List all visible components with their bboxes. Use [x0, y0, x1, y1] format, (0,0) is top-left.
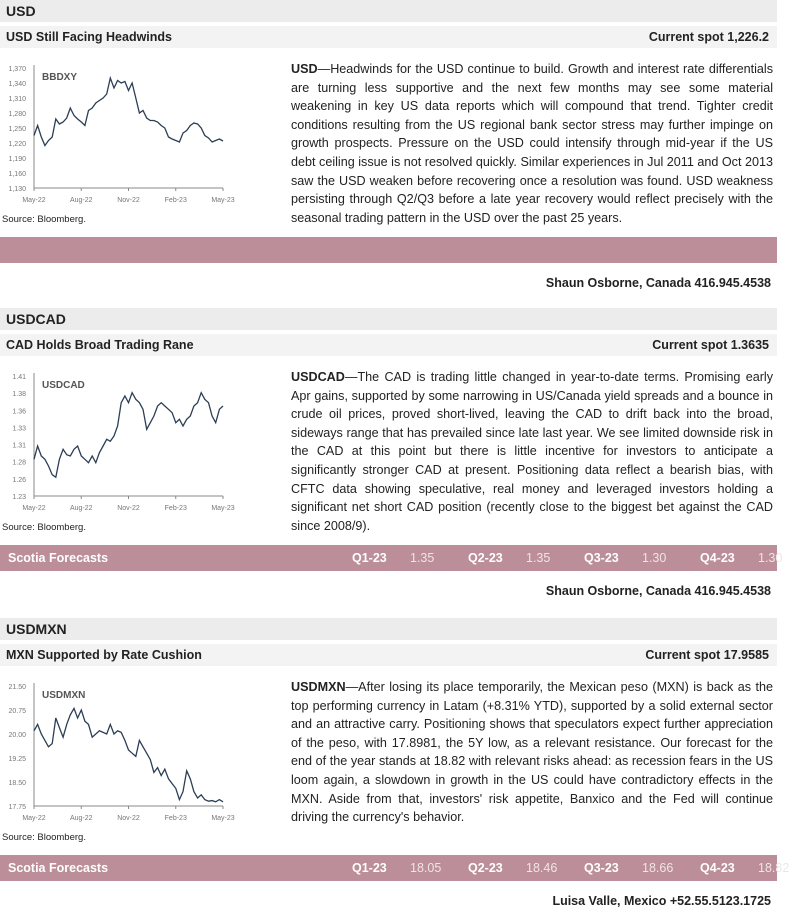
current-spot: Current spot 1.3635	[652, 338, 769, 352]
y-tick-label: 17.75	[8, 804, 26, 811]
series-line	[34, 393, 223, 478]
y-tick-label: 1,190	[8, 156, 26, 163]
forecast-quarter: Q1-23	[352, 861, 387, 875]
forecast-quarter: Q2-23	[468, 861, 503, 875]
y-tick-label: 1,340	[8, 81, 26, 88]
line-chart	[0, 50, 280, 215]
y-tick-label: 1.28	[12, 459, 26, 467]
forecast-label: Scotia Forecasts	[8, 861, 109, 875]
line-chart	[0, 668, 280, 833]
chart-source: Source: Bloomberg.	[2, 214, 86, 225]
forecast-quarter: Q3-23	[584, 861, 619, 875]
chart-title: USDMXN	[42, 690, 86, 701]
forecast-value: 18.05	[410, 861, 442, 875]
y-tick-label: 1,280	[8, 111, 26, 118]
commentary	[291, 678, 773, 827]
y-tick-label: 1,220	[8, 141, 26, 148]
commentary-lead: USDCAD	[291, 370, 345, 384]
section-subtitle: USD Still Facing Headwinds	[6, 30, 172, 44]
section-subtitle-bar	[0, 334, 777, 356]
y-tick-label: 1.36	[12, 408, 26, 416]
author-contact: Shaun Osborne, Canada 416.945.4538	[545, 584, 771, 598]
x-tick-label: Aug-22	[69, 505, 93, 512]
section-subtitle-bar	[0, 644, 777, 666]
commentary	[291, 368, 773, 535]
y-tick-label: 1,250	[8, 126, 26, 133]
x-tick-label: Aug-22	[69, 815, 93, 822]
commentary-body: —Headwinds for the USD continue to build. Growth and interest rate differentials are turning less supportive and the next few months may see some material weakening in key US data reports which will compound that trend. Tighter credit conditions resulting from the US regional bank sector stress may further impinge on growth prospects. Pressure on the USD could intensify through mid-year if the US debt ceiling issue is not resolved quickly. Similar experiences in Jul 2011 and Oct 2013 saw the USD weaken before recovering once a resolution was found. USD weakness persisting through Q2/Q3 before a late year recovery would reflect precisely with the seasonal trading pattern in the USD over the past 25 years.	[291, 62, 773, 225]
y-tick-label: 20.75	[8, 708, 26, 715]
x-tick-label: May-23	[211, 197, 235, 204]
forecast-label: Scotia Forecasts	[8, 551, 109, 565]
forecast-bar	[0, 545, 783, 571]
forecast-quarter: Q2-23	[468, 551, 503, 565]
currency-section	[0, 618, 789, 923]
forecast-quarter: Q1-23	[352, 551, 387, 565]
chart-source: Source: Bloomberg.	[2, 522, 86, 533]
forecast-quarter: Q3-23	[584, 551, 619, 565]
x-tick-label: Feb-23	[164, 815, 187, 822]
x-tick-label: May-22	[22, 197, 46, 204]
forecast-value: 18.46	[526, 861, 558, 875]
y-tick-label: 21.50	[8, 684, 26, 691]
series-line	[34, 78, 223, 146]
section-title: USDCAD	[0, 308, 777, 330]
section-title: USDMXN	[0, 618, 777, 640]
forecast-value: 1.35	[410, 551, 435, 565]
forecast-value: 18.66	[642, 861, 674, 875]
commentary	[291, 60, 773, 227]
x-tick-label: Nov-22	[117, 197, 140, 204]
x-tick-label: Feb-23	[164, 197, 187, 204]
forecast-quarter: Q4-23	[700, 861, 735, 875]
series-line	[34, 708, 223, 801]
y-tick-label: 1,370	[8, 66, 26, 73]
y-tick-label: 1,130	[8, 186, 26, 193]
x-tick-label: Aug-22	[69, 197, 93, 204]
commentary-lead: USD	[291, 62, 318, 76]
line-chart	[0, 358, 280, 523]
section-subtitle: MXN Supported by Rate Cushion	[6, 648, 202, 662]
current-spot: Current spot 17.9585	[645, 648, 769, 662]
y-tick-label: 1,310	[8, 96, 26, 103]
chart-source: Source: Bloomberg.	[2, 832, 86, 843]
y-tick-label: 1.31	[12, 442, 26, 450]
author-contact: Luisa Valle, Mexico +52.55.5123.1725	[552, 894, 771, 908]
commentary-body: —After losing its place temporarily, the Mexican peso (MXN) is back as the top performing currency in Latam (+8.31% YTD), supported by a solid external sector and an attractive carry. Positioning shows that speculators expect further appreciation of the peso, with 17.8981, the 5Y low, as a relevant resistance. Our forecast for the end of the year stands at 18.82 with relevant risks ahead: as recession fears in the US loom again, a slowdown in growth in the US could have contradictory effects in the MXN. Aside from that, investors' risk appetite, Banxico and the Fed will continue driving the currency's behavior.	[291, 680, 773, 825]
forecast-bar	[0, 855, 789, 881]
y-tick-label: 1.38	[12, 391, 26, 399]
y-tick-label: 19.25	[8, 756, 26, 763]
x-tick-label: Nov-22	[117, 505, 140, 512]
y-tick-label: 20.00	[8, 732, 26, 739]
chart-title: BBDXY	[42, 72, 78, 83]
x-tick-label: May-22	[22, 815, 46, 822]
section-title: USD	[0, 0, 777, 22]
y-tick-label: 1,160	[8, 171, 26, 178]
commentary-body: —The CAD is trading little changed in year-to-date terms. Promising early Apr gains, supported by some narrowing in US/Canada yield spreads and a bounce in crude oil prices, proved short-lived, leaving the CAD to drift back into the broad, sideways range that has prevailed since late last year. We see limited downside risk in the CAD at this point but there is little incentive for investors to anticipate a significantly stronger CAD at present. Positioning data reflect a bearish bias, with CFTC data showing speculative, real money and leveraged investors holding a significant net short CAD position (recently close to the biggest bet against the CAD since 2008/9).	[291, 370, 773, 533]
y-tick-label: 1.23	[12, 494, 26, 501]
author-contact: Shaun Osborne, Canada 416.945.4538	[545, 276, 771, 290]
commentary-lead: USDMXN	[291, 680, 346, 694]
chart-title: USDCAD	[42, 380, 85, 391]
x-tick-label: May-22	[22, 505, 46, 512]
forecast-quarter: Q4-23	[700, 551, 735, 565]
section-subtitle-bar	[0, 26, 777, 48]
forecast-bar	[0, 237, 777, 263]
section-subtitle: CAD Holds Broad Trading Rane	[6, 338, 194, 352]
y-tick-label: 1.41	[12, 374, 26, 381]
forecast-value: 1.30	[758, 551, 783, 565]
currency-section	[0, 308, 783, 613]
currency-section	[0, 0, 777, 305]
y-tick-label: 1.26	[12, 476, 26, 484]
y-tick-label: 18.50	[8, 780, 26, 787]
forecast-value: 1.30	[642, 551, 667, 565]
y-tick-label: 1.33	[12, 425, 26, 433]
forecast-value: 1.35	[526, 551, 551, 565]
x-tick-label: May-23	[211, 815, 235, 822]
forecast-value: 18.82	[758, 861, 789, 875]
current-spot: Current spot 1,226.2	[648, 30, 769, 44]
x-tick-label: May-23	[211, 505, 235, 512]
x-tick-label: Feb-23	[164, 505, 187, 512]
x-tick-label: Nov-22	[117, 815, 140, 822]
